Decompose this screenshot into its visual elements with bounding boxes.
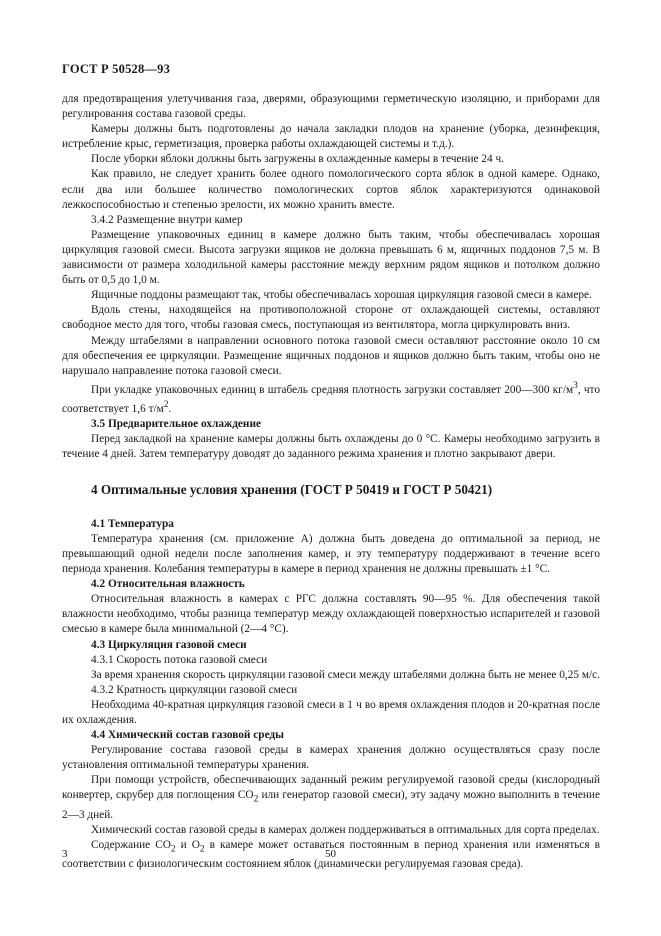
text-run: .	[168, 402, 172, 415]
paragraph: Необходима 40-кратная циркуляция газовой смеси в 1 ч во время охлаждения плодов и 20-кратная после их охлаждения.	[62, 698, 600, 726]
section-heading: 3.5 Предварительное охлаждение	[91, 417, 261, 430]
section-heading: 4.1 Температура	[91, 517, 174, 530]
document-body	[62, 92, 600, 872]
spacer	[62, 462, 600, 481]
paragraph: Между штабелями в направлении основного потока газовой смеси оставляют расстояние около 10 см для обеспечения ее циркуляции. Размещение ящичных поддонов и ящиков должно быть таким, чтобы оно не нарушало направление потока газовой смеси.	[62, 334, 600, 377]
paragraph	[62, 379, 600, 417]
superscript: 3	[573, 380, 578, 391]
subsection-heading: 3.4.2 Размещение внутри камер	[91, 213, 243, 226]
paragraph: Ящичные поддоны размещают так, чтобы обеспечивалась хорошая циркуляция газовой смеси в камере.	[91, 289, 592, 302]
page-number-center: 50	[325, 848, 336, 860]
paragraph: Относительная влажность в камерах с РГС должна составлять 90—95 %. Для обеспечения такой влажности необходимо, чтобы разница температур между охлаждающей поверхностью испарителей и газовой смесью в камере была минимальной (2—4 °С).	[62, 593, 600, 636]
text-run: Содержание CO	[91, 839, 171, 851]
text-run: , что соответствует 1,6 т/м	[62, 383, 600, 415]
paragraph: За время хранения скорость циркуляции газовой смеси между штабелями должна быть не менее 0,25 м/с.	[91, 668, 600, 681]
section-heading: 4.2 Относительная влажность	[91, 578, 245, 591]
subscript: 2	[199, 844, 205, 855]
paragraph: После уборки яблоки должны быть загружены в охлажденные камеры в течение 24 ч.	[91, 153, 504, 166]
text-run: При укладке упаковочных единиц в штабель средняя плотность загрузки составляет 200—300 кг/м	[91, 383, 574, 396]
paragraph: Химический состав газовой среды в камерах должен поддерживаться в оптимальных для сорта пределах.	[91, 823, 600, 836]
paragraph	[62, 773, 600, 823]
section-heading: 4.3 Циркуляция газовой смеси	[91, 638, 247, 651]
text-run: в камере может оставаться постоянным в период хранения или изменяться в соответствии с физиологическим состоянием яблок (динамически регулируемая газовая среда).	[62, 839, 600, 871]
text-run: При помощи устройств, обеспечивающих заданный режим регулируемой газовой среды (кислородный конвертер, скрубер для поглощения CO	[62, 774, 600, 802]
section-heading: 4.4 Химический состав газовой среды	[91, 729, 284, 742]
page-number-left: 3	[62, 848, 68, 860]
paragraph: Перед закладкой на хранение камеры должны быть охлаждены до 0 °С. Камеры необходимо загрузить в течение 4 дней. Затем температуру доводят до заданного режима хранения и плотно закрывают двери.	[62, 432, 600, 460]
paragraph: Вдоль стены, находящейся на противоположной стороне от охлаждающей системы, оставляют свободное место для того, чтобы газовая смесь, поступающая из вентилятора, могла циркулировать вниз.	[62, 304, 600, 332]
text-run: и O	[175, 839, 200, 851]
paragraph: для предотвращения улетучивания газа, дверями, образующими герметическую изоляцию, и приборами для регулирования состава газовой среды.	[62, 93, 600, 121]
spacer	[62, 498, 600, 517]
paragraph: Регулирование состава газовой среды в камерах хранения должно осуществляться сразу после установления оптимальной температуры хранения.	[62, 744, 600, 772]
paragraph: Камеры должны быть подготовлены до начала закладки плодов на хранение (уборка, дезинфекция, истребление крыс, герметизация, проверка работы охлаждающей системы и т.д.).	[62, 123, 600, 151]
paragraph: Температура хранения (см. приложение А) должна быть доведена до оптимальной за период, не превышающий одной недели после заполнения камер, и эту температуру поддерживают в течение всего периода хранения. Колебания температуры в камере в период хранения не должны превышать ±1 °С.	[62, 532, 600, 576]
subscript: 2	[253, 794, 259, 805]
subscript: 2	[170, 844, 176, 855]
paragraph: Размещение упаковочных единиц в камере должно быть таким, чтобы обеспечивалась хорошая циркуляция газовой смеси. Высота загрузки ящиков не должна превышать 6 м, ящичных поддонов 7,5 м. В зависимости от размера холодильной камеры расстояние между верхним рядом ящиков и потолком должно быть от 0,5 до 1,0 м.	[62, 228, 600, 287]
chapter-heading: 4 Оптимальные условия хранения (ГОСТ Р 50419 и ГОСТ Р 50421)	[91, 481, 493, 497]
text-run: или генератор газовой смеси), эту задачу можно выполнить в течение 2—3 дней.	[62, 789, 600, 821]
superscript: 2	[163, 399, 169, 410]
document-header: ГОСТ Р 50528—93	[62, 62, 171, 76]
subsection-heading: 4.3.2 Кратность циркуляции газовой смеси	[91, 683, 298, 696]
subsection-heading: 4.3.1 Скорость потока газовой смеси	[91, 653, 268, 666]
paragraph: Как правило, не следует хранить более одного помологического сорта яблок в одной камере. Однако, если два или большее количество помологических сортов яблок характеризуются одинаковой лежкоспособностью и степенью зрелости, их можно хранить вместе.	[62, 168, 600, 211]
